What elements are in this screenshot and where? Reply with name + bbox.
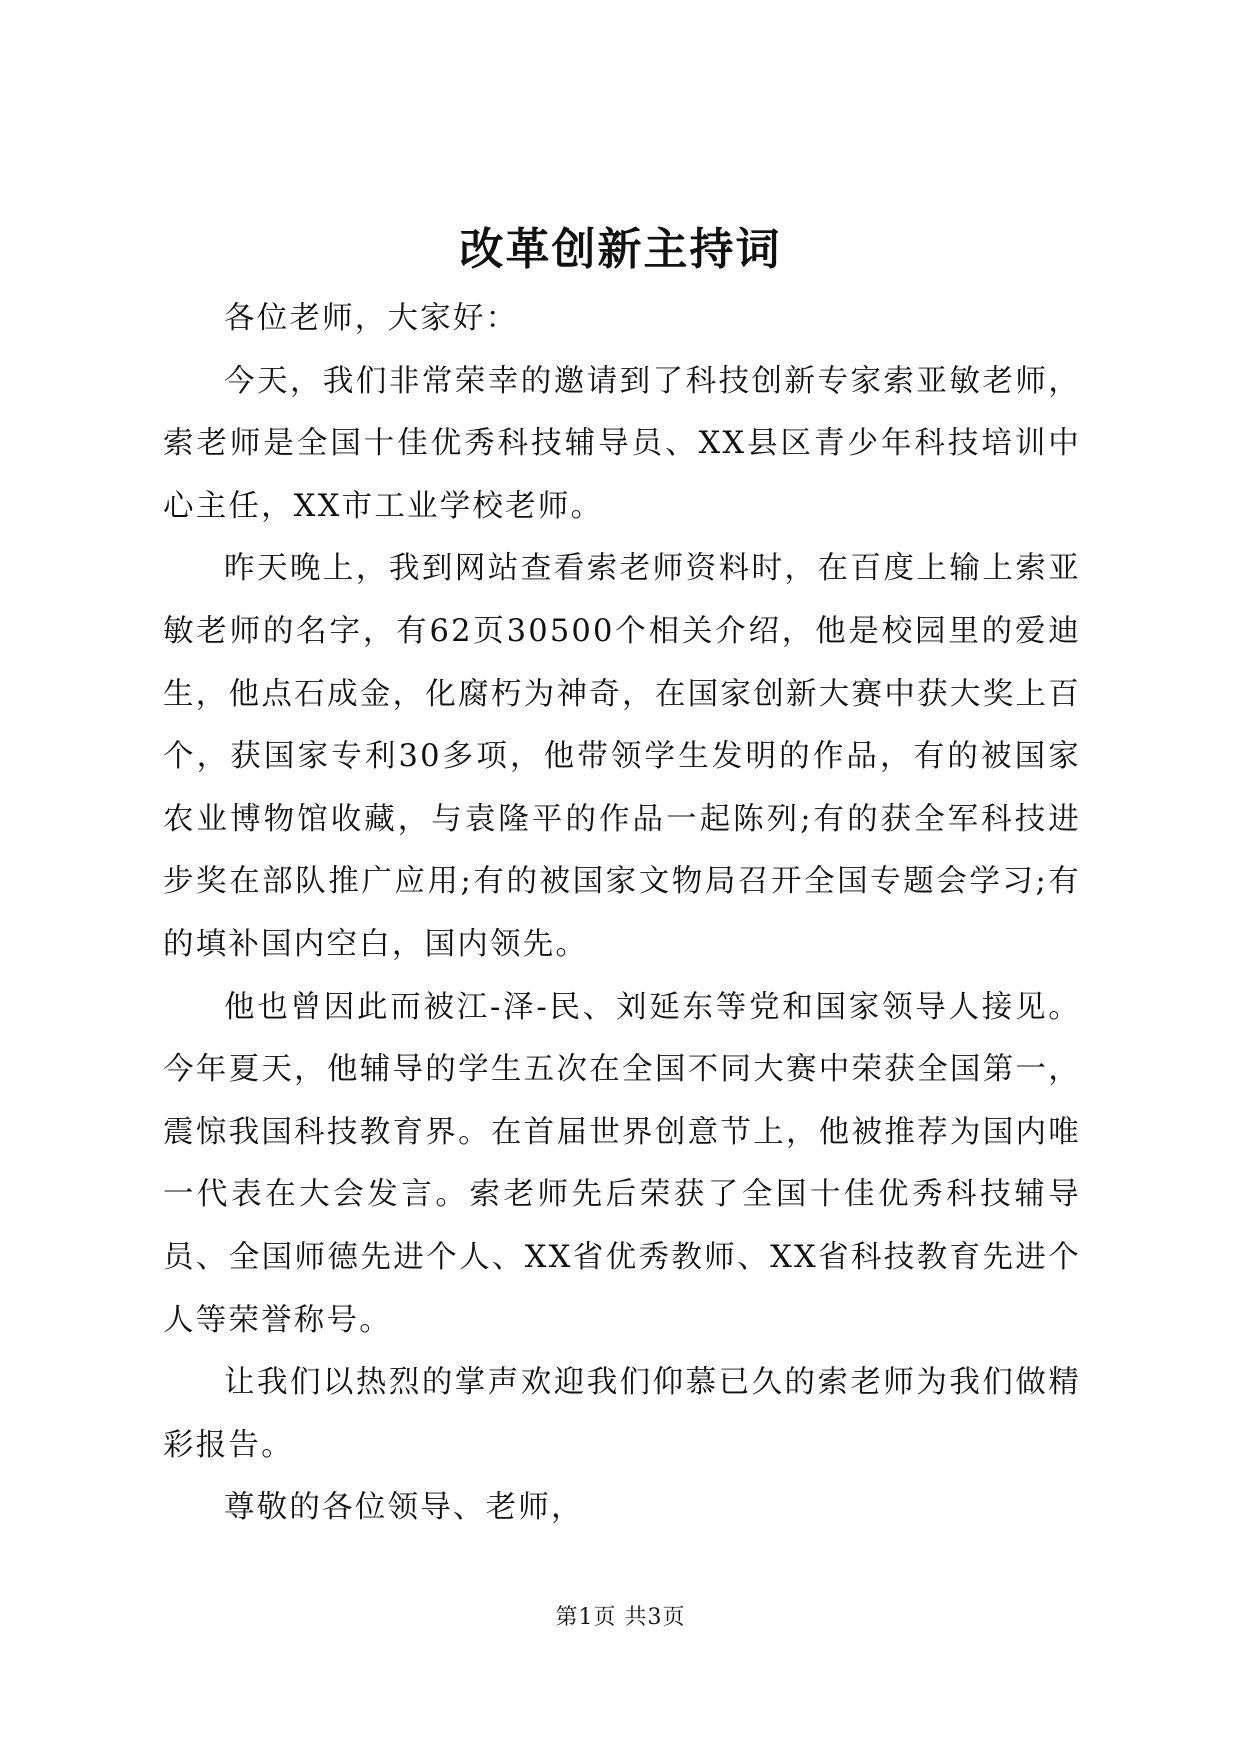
document-title: 改革创新主持词 [459, 224, 782, 275]
paragraph-honors: 他也曾因此而被江-泽-民、刘延东等党和国家领导人接见。今年夏天，他辅导的学生五次在全国不同大赛中荣获全国第一，震惊我国科技教育界。在首届世界创意节上，他被推荐为国内唯一代表在大会发言。索老师先后荣获了全国十佳优秀科技辅导员、全国师德先进个人、XX省优秀教师、XX省科技教育先进个人等荣誉称号。 [163, 989, 1081, 1338]
paragraph-introduction: 今天，我们非常荣幸的邀请到了科技创新专家索亚敏老师，索老师是全国十佳优秀科技辅导员、XX县区青少年科技培训中心主任，XX市工业学校老师。 [163, 363, 1081, 524]
paragraph-address: 尊敬的各位领导、老师， [224, 1490, 584, 1526]
paragraph-welcome: 让我们以热烈的掌声欢迎我们仰慕已久的索老师为我们做精彩报告。 [163, 1365, 1081, 1463]
paragraph-greeting: 各位老师，大家好： [224, 301, 519, 336]
document-body [163, 288, 1081, 1540]
paragraph-achievements: 昨天晚上，我到网站查看索老师资料时，在百度上输上索亚敏老师的名字，有62页30500个相关介绍，他是校园里的爱迪生，他点石成金，化腐朽为神奇，在国家创新大赛中获大奖上百个，获国家专利30多项，他带领学生发明的作品，有的被国家农业博物馆收藏，与袁隆平的作品一起陈列;有的获全军科技进步奖在部队推广应用;有的被国家文物局召开全国专题会学习;有的填补国内空白，国内领先。 [163, 551, 1081, 962]
page-number-footer: 第1页 共3页 [555, 1605, 686, 1630]
